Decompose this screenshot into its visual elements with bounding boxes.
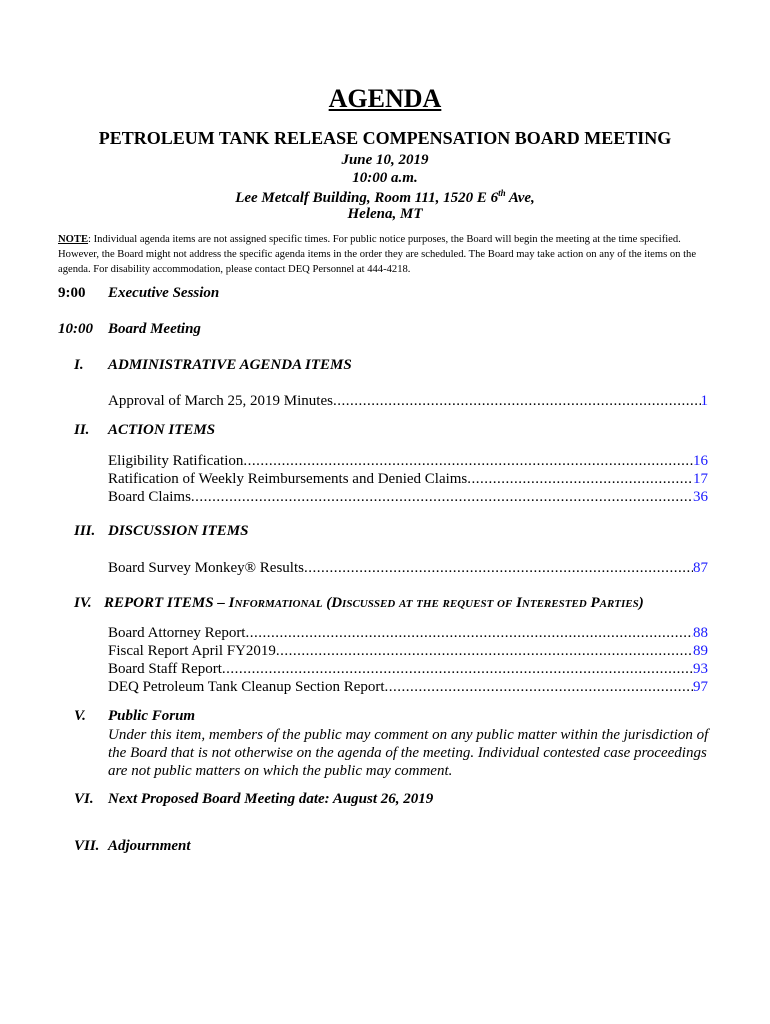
section-public-forum: V. Public Forum (74, 708, 196, 724)
section-discussion: III. DISCUSSION ITEMS (74, 523, 249, 539)
page-link: 89 (693, 643, 708, 659)
page-link: 97 (693, 679, 708, 695)
page-link: 16 (693, 453, 708, 469)
agenda-note: NOTE: Individual agenda items are not assigned specific times. For public notice purposes, the Board will begin the meeting at the time specified. However, the Board might not address the specific agenda items in the order they are scheduled. The Board may take action on any of the items on the agenda. For disability accommodation, please contact DEQ Personnel at 444-4218. (58, 234, 697, 275)
page-link: 93 (693, 661, 708, 677)
agenda-item[interactable]: Board Survey Monkey® Results ..... 87 (108, 559, 708, 577)
agenda-item[interactable]: Board Claims ..... 36 (108, 488, 708, 506)
public-forum-text: Under this item, members of the public may comment on any public matter within the jurisdiction of the Board that is not otherwise on the agenda of the meeting. Individual contested case proceedings are not public matters on which the public may comment. (108, 727, 709, 779)
agenda-item[interactable]: Fiscal Report April FY2019 ..... 89 (108, 642, 708, 660)
page-link: 17 (693, 471, 708, 487)
note-label: NOTE (58, 234, 89, 245)
meeting-city: Helena, MT (347, 206, 423, 222)
section-next-meeting: VI. Next Proposed Board Meeting date: August 26, 2019 (74, 791, 434, 807)
meeting-time: 10:00 a.m. (352, 170, 418, 186)
section-administrative: I. ADMINISTRATIVE AGENDA ITEMS (74, 357, 352, 373)
section-action: II. ACTION ITEMS (74, 422, 216, 438)
schedule-executive-session: 9:00 Executive Session (58, 285, 220, 301)
page-link: 36 (693, 489, 708, 505)
agenda-item[interactable]: Board Attorney Report ..... 88 (108, 624, 708, 642)
agenda-item[interactable]: Ratification of Weekly Reimbursements and Denied Claims ..... 17 (108, 470, 708, 488)
page-link: 1 (700, 393, 708, 409)
page-link: 88 (693, 625, 708, 641)
section-report: IV. REPORT ITEMS – Informational (Discussed at the request of Interested Parties) (74, 595, 644, 611)
page-link: 87 (693, 560, 708, 576)
agenda-title: AGENDA (328, 84, 442, 113)
agenda-item[interactable]: Eligibility Ratification ..... 16 (108, 452, 708, 470)
meeting-location: Lee Metcalf Building, Room 111, 1520 E 6th Ave, (235, 188, 535, 206)
section-adjournment: VII. Adjournment (74, 838, 191, 854)
meeting-name: PETROLEUM TANK RELEASE COMPENSATION BOARD MEETING (98, 128, 672, 148)
agenda-item[interactable]: Approval of March 25, 2019 Minutes ..... 1 (108, 392, 708, 410)
meeting-date: June 10, 2019 (341, 152, 429, 168)
agenda-item[interactable]: DEQ Petroleum Tank Cleanup Section Report ..... 97 (108, 678, 708, 696)
schedule-board-meeting: 10:00 Board Meeting (58, 321, 201, 337)
agenda-item[interactable]: Board Staff Report ..... 93 (108, 660, 708, 678)
